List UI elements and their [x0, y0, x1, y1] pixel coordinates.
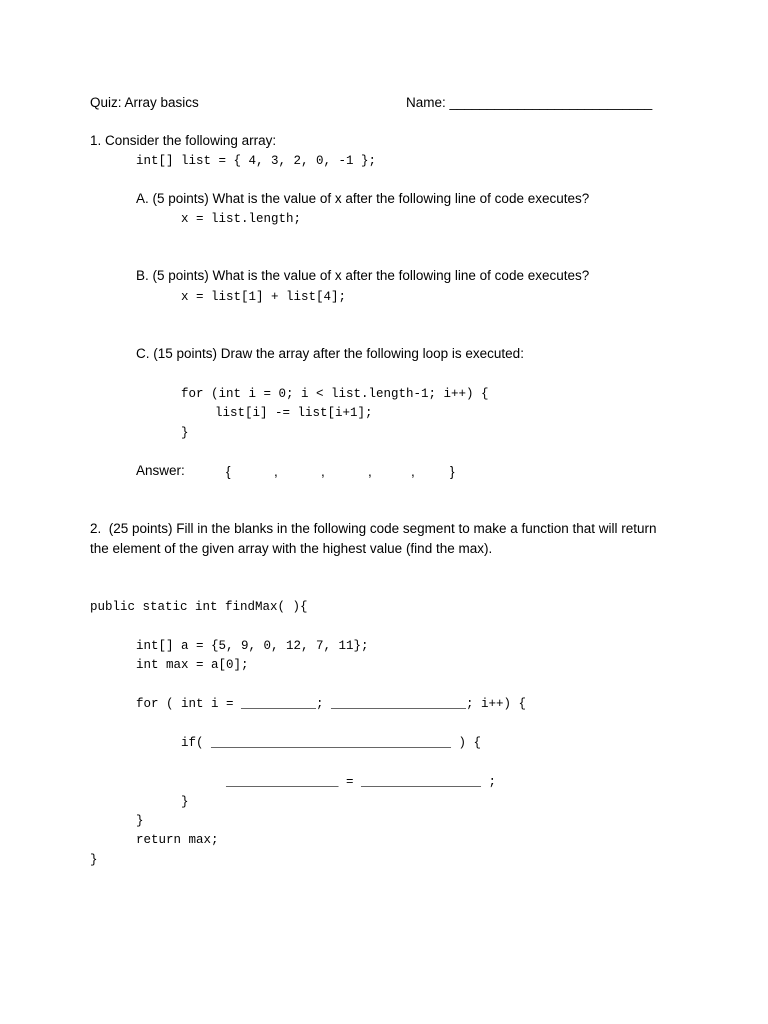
answer-comma: , — [368, 464, 372, 479]
q1c-code-line-2: list[i] -= list[i+1]; — [215, 406, 373, 420]
q2-code-line-8: } — [136, 814, 144, 828]
q1-array-code: int[] list = { 4, 3, 2, 0, -1 }; — [136, 154, 377, 168]
quiz-title: Quiz: Array basics — [90, 95, 199, 110]
q1b-code: x = list[1] + list[4]; — [181, 290, 347, 304]
answer-comma: , — [321, 464, 325, 479]
name-field-label: Name: ___________________________ — [406, 95, 653, 110]
q1a-code: x = list.length; — [181, 212, 302, 226]
q1a-prompt: A. (5 points) What is the value of x after the following line of code executes? — [136, 191, 590, 206]
q2-code-line-4: for ( int i = __________; __________________; i++) { — [136, 697, 527, 711]
q2-code-line-10: } — [90, 853, 98, 867]
answer-comma: , — [274, 464, 278, 479]
q2-prompt-line-1: 2. (25 points) Fill in the blanks in the following code segment to make a function that will return — [90, 521, 657, 536]
answer-label: Answer: — [136, 463, 185, 478]
q2-code-line-7: } — [181, 795, 189, 809]
q1-prompt: 1. Consider the following array: — [90, 133, 277, 148]
q2-code-line-5: if( ________________________________ ) { — [181, 736, 482, 750]
q2-code-line-1: public static int findMax( ){ — [90, 600, 308, 614]
answer-open-brace: { — [226, 464, 231, 479]
answer-comma: , — [411, 464, 415, 479]
q2-code-line-2: int[] a = {5, 9, 0, 12, 7, 11}; — [136, 639, 369, 653]
q2-code-line-3: int max = a[0]; — [136, 658, 249, 672]
q1c-code-line-3: } — [181, 426, 189, 440]
q2-prompt-line-2: the element of the given array with the highest value (find the max). — [90, 541, 493, 556]
q2-code-line-6: _______________ = ________________ ; — [226, 775, 497, 789]
answer-close-brace: } — [450, 464, 455, 479]
q1b-prompt: B. (5 points) What is the value of x after the following line of code executes? — [136, 268, 590, 283]
q1c-prompt: C. (15 points) Draw the array after the following loop is executed: — [136, 346, 524, 361]
q2-code-line-9: return max; — [136, 833, 219, 847]
q1c-code-line-1: for (int i = 0; i < list.length-1; i++) { — [181, 387, 489, 401]
